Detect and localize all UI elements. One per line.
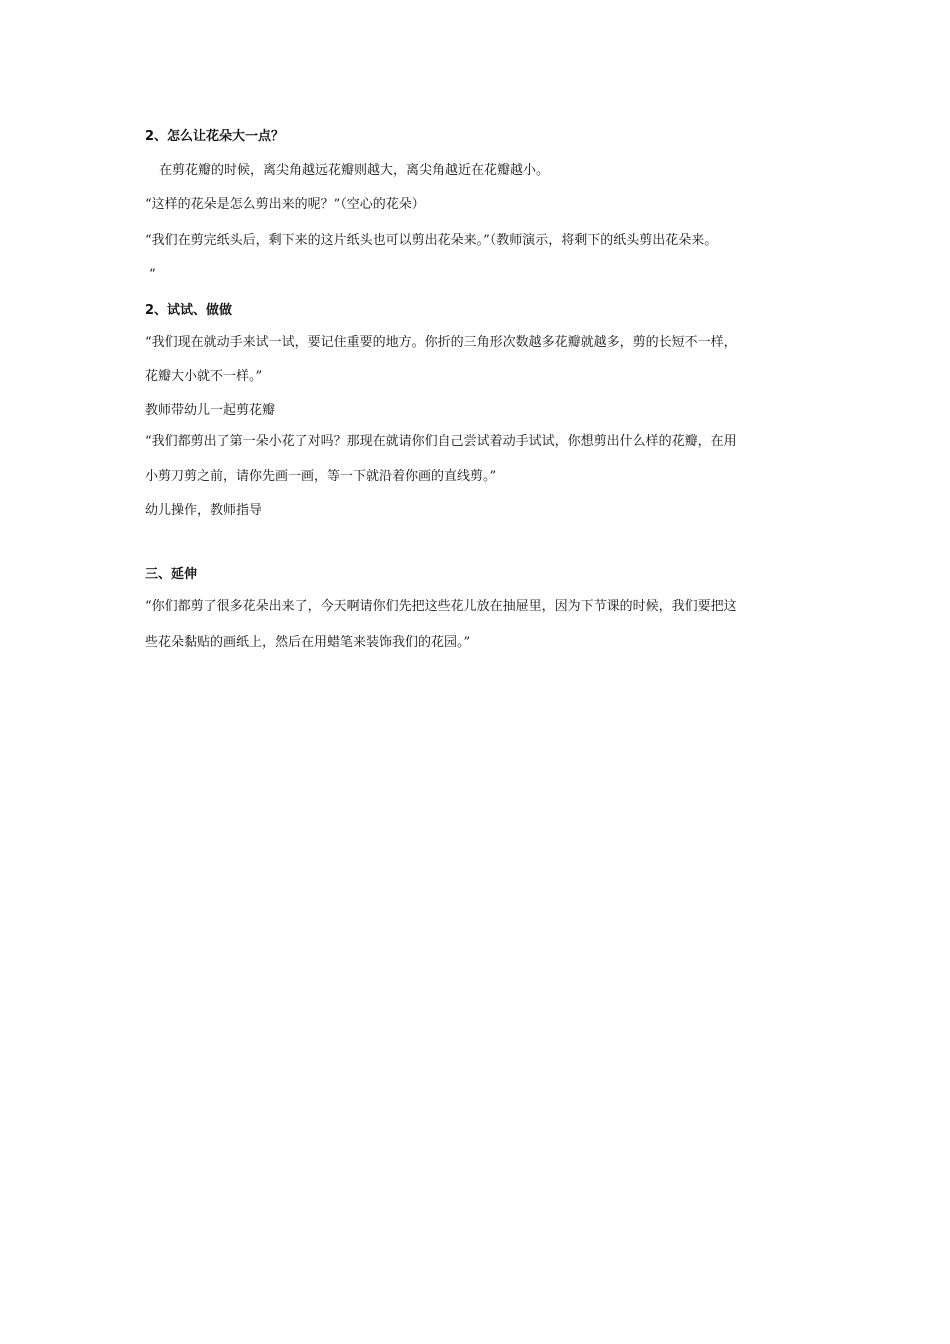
paragraph-continuation: “: [149, 267, 156, 282]
paragraph: 在剪花瓣的时候，离尖角越远花瓣则越大，离尖角越近在花瓣越小。: [159, 163, 550, 178]
section-heading-flower-size: 2、怎么让花朵大一点？: [145, 129, 285, 144]
paragraph-continuation: 小剪刀剪之前，请你先画一画，等一下就沿着你画的直线剪。”: [145, 469, 497, 484]
paragraph: “我们现在就动手来试一试，要记住重要的地方。你折的三角形次数越多花瓣就越多，剪的长短不一样，: [145, 335, 737, 350]
section-heading-try: 2、试试、做做: [145, 303, 233, 318]
paragraph: “你们都剪了很多花朵出来了，今天啊请你们先把这些花儿放在抽屉里，因为下节课的时候，我们要把这: [145, 599, 737, 614]
paragraph: “我们都剪出了第一朵小花了对吗？那现在就请你们自己尝试着动手试试，你想剪出什么样的花瓣，在用: [145, 434, 737, 449]
paragraph: 教师带幼儿一起剪花瓣: [145, 403, 276, 418]
section-heading-extend: 三、延伸: [145, 567, 198, 582]
paragraph: 幼儿操作，教师指导: [145, 503, 263, 518]
paragraph: “这样的花朵是怎么剪出来的呢？”（空心的花朵）: [145, 197, 425, 212]
paragraph-continuation: 些花朵黏贴的画纸上，然后在用蜡笔来装饰我们的花园。”: [145, 635, 471, 650]
paragraph-continuation: 花瓣大小就不一样。”: [145, 369, 263, 384]
paragraph: “我们在剪完纸头后，剩下来的这片纸头也可以剪出花朵来。”（教师演示，将剩下的纸头剪出花朵来。: [145, 233, 718, 248]
